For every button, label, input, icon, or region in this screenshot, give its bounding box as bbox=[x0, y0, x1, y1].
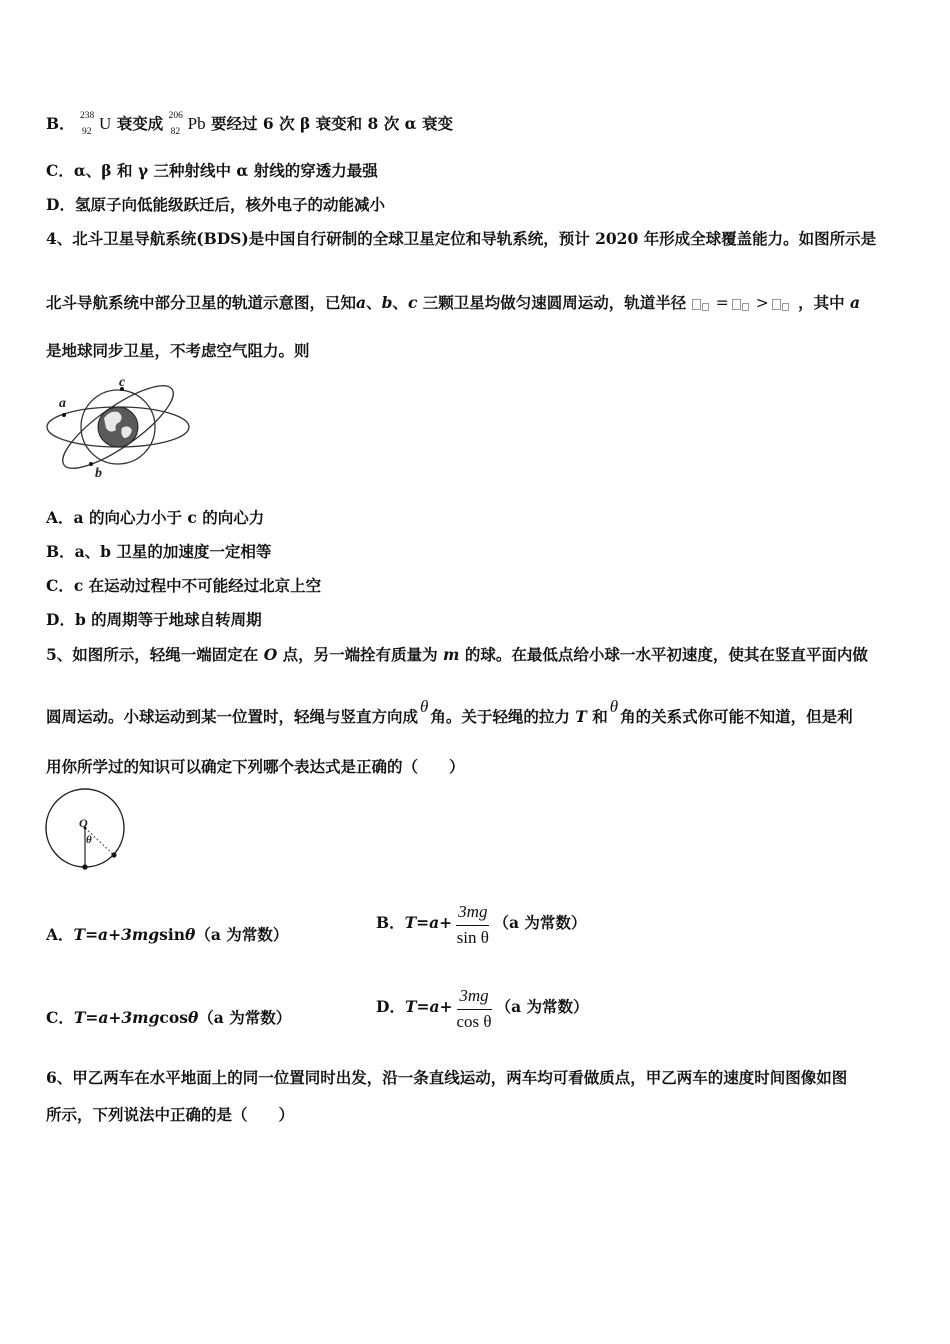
greater-than-sign: > bbox=[755, 294, 769, 312]
q4-option-b: B．a、b 卫星的加速度一定相等 bbox=[46, 542, 272, 561]
label-O: O bbox=[79, 816, 88, 830]
q4-option-a: A．a 的向心力小于 c 的向心力 bbox=[46, 508, 265, 527]
label-theta: θ bbox=[86, 834, 92, 846]
q5-line1-mid: 点，另一端拴有质量为 bbox=[282, 645, 438, 664]
q5-option-c-formula: T=a+3mg bbox=[73, 1008, 160, 1027]
missing-glyph-icon bbox=[732, 299, 741, 310]
q5-option-d bbox=[376, 980, 589, 1034]
q5-line1-pre: 5、如图所示，轻绳一端固定在 bbox=[46, 645, 259, 664]
pendulum-circle-figure bbox=[42, 788, 132, 874]
q5-line2-mid: 角。关于轻绳的拉力 bbox=[430, 707, 570, 726]
q4-var-a: a bbox=[356, 293, 367, 312]
q4-var-a-2: a bbox=[844, 293, 861, 312]
q5-var-T: T bbox=[569, 707, 593, 726]
q5-option-d-fraction bbox=[457, 983, 492, 1034]
label-b: b bbox=[95, 466, 102, 480]
orbit-radius-relation bbox=[692, 293, 798, 312]
label-a: a bbox=[59, 396, 66, 411]
q4-var-c: c bbox=[407, 293, 418, 312]
q5-option-d-note: （a 为常数） bbox=[495, 997, 589, 1016]
q5-stem-line-1 bbox=[46, 644, 868, 666]
q5-option-a-theta: θ bbox=[185, 925, 196, 944]
q4-option-d: D．b 的周期等于地球自转周期 bbox=[46, 610, 262, 629]
q5-var-m: m bbox=[437, 645, 465, 664]
ball-current-position bbox=[111, 852, 116, 857]
q5-line2-he: 和 bbox=[592, 707, 608, 726]
satellite-b-dot bbox=[89, 462, 93, 466]
q3-option-b-tail: 要经过 6 次 β 衰变和 8 次 α 衰变 bbox=[211, 114, 453, 133]
q4-sep-2: 、 bbox=[392, 293, 408, 312]
q4-line2-post: ，其中 bbox=[798, 293, 845, 312]
q5-var-O: O bbox=[258, 645, 283, 664]
uranium-symbol: U bbox=[99, 114, 112, 133]
q5-option-b-numerator: 3mg bbox=[456, 899, 489, 926]
q5-option-b-note: （a 为常数） bbox=[493, 913, 587, 932]
missing-glyph-icon bbox=[702, 303, 709, 311]
lead-206-nuclide bbox=[169, 113, 206, 136]
q4-option-c: C．c 在运动过程中不可能经过北京上空 bbox=[46, 576, 322, 595]
satellite-a-dot bbox=[62, 413, 66, 417]
q3-option-b-mid: 衰变成 bbox=[116, 114, 164, 133]
q5-option-d-formula: T=a+ bbox=[404, 997, 453, 1016]
q4-stem-line-1: 4、北斗卫星导航系统(BDS)是中国自行研制的全球卫星定位和导轨系统，预计 2020 年形成全球覆盖能力。如图所示是 bbox=[46, 229, 877, 248]
q4-var-b: b bbox=[381, 293, 393, 312]
uranium-mass-number: 238 bbox=[80, 111, 95, 121]
q3-option-b bbox=[46, 113, 453, 136]
q5-stem-line-2 bbox=[46, 697, 853, 728]
q5-option-a-formula: T=a+3mg bbox=[73, 925, 160, 944]
q5-option-c-theta: θ bbox=[187, 1008, 199, 1027]
q4-line2-mid: 三颗卫星均做匀速圆周运动，轨道半径 bbox=[417, 293, 687, 312]
q6-stem-line-1: 6、甲乙两车在水平地面上的同一位置同时出发，沿一条直线运动，两车均可看做质点，甲乙两车的速度时间图像如图 bbox=[46, 1068, 848, 1087]
q5-option-b-formula: T=a+ bbox=[404, 913, 453, 932]
missing-glyph-icon bbox=[692, 299, 701, 310]
ball-lowest-point bbox=[82, 864, 87, 869]
lead-symbol: Pb bbox=[187, 114, 206, 133]
q5-option-b-fraction bbox=[456, 899, 489, 950]
missing-glyph-icon bbox=[742, 303, 749, 311]
q3-option-b-label: B． bbox=[46, 114, 75, 133]
q5-line2-post: 角的关系式你可能不知道，但是利 bbox=[620, 707, 853, 726]
q5-option-d-label: D． bbox=[376, 997, 405, 1016]
q5-option-b bbox=[376, 896, 586, 950]
uranium-238-nuclide bbox=[80, 113, 111, 136]
q5-line1-post: 的球。在最低点给小球一水平初速度，使其在竖直平面内做 bbox=[464, 645, 868, 664]
satellite-orbit-figure bbox=[42, 372, 194, 480]
q5-option-b-denominator: sin θ bbox=[456, 927, 489, 947]
q4-stem-line-3: 是地球同步卫星，不考虑空气阻力。则 bbox=[46, 341, 310, 360]
q5-option-c-func: cos bbox=[159, 1008, 188, 1027]
q4-sep-1: 、 bbox=[366, 293, 382, 312]
q5-line2-pre: 圆周运动。小球运动到某一位置时，轻绳与竖直方向成 bbox=[46, 707, 419, 726]
missing-glyph-icon bbox=[782, 303, 789, 311]
q5-option-a-label: A． bbox=[46, 925, 74, 944]
q5-theta-2: θ bbox=[609, 697, 619, 716]
q5-theta-1: θ bbox=[420, 697, 429, 716]
q5-option-c bbox=[46, 1007, 291, 1029]
lead-mass-number: 206 bbox=[168, 111, 183, 121]
q5-option-a bbox=[46, 924, 288, 946]
uranium-atomic-number: 92 bbox=[82, 127, 92, 137]
q5-option-d-numerator: 3mg bbox=[457, 983, 492, 1010]
q5-option-c-label: C． bbox=[46, 1008, 74, 1027]
q6-stem-line-2: 所示，下列说法中正确的是（ ） bbox=[46, 1105, 295, 1124]
equals-sign: = bbox=[715, 294, 729, 312]
q5-stem-line-3: 用你所学过的知识可以确定下列哪个表达式是正确的（ ） bbox=[46, 757, 465, 776]
q5-option-b-label: B． bbox=[376, 913, 405, 932]
q5-option-a-note: （a 为常数） bbox=[195, 925, 289, 944]
q3-option-d: D．氢原子向低能级跃迁后，核外电子的动能减小 bbox=[46, 195, 385, 214]
q5-option-a-func: sin bbox=[159, 925, 185, 944]
missing-glyph-icon bbox=[772, 299, 781, 310]
label-c: c bbox=[119, 375, 126, 390]
q4-line2-pre: 北斗导航系统中部分卫星的轨道示意图，已知 bbox=[46, 293, 357, 312]
q3-option-c: C．α、β 和 γ 三种射线中 α 射线的穿透力最强 bbox=[46, 161, 378, 180]
q5-option-d-denominator: cos θ bbox=[456, 1011, 492, 1031]
q5-option-c-note: （a 为常数） bbox=[198, 1008, 292, 1027]
lead-atomic-number: 82 bbox=[170, 127, 181, 137]
q4-stem-line-2 bbox=[46, 292, 860, 314]
